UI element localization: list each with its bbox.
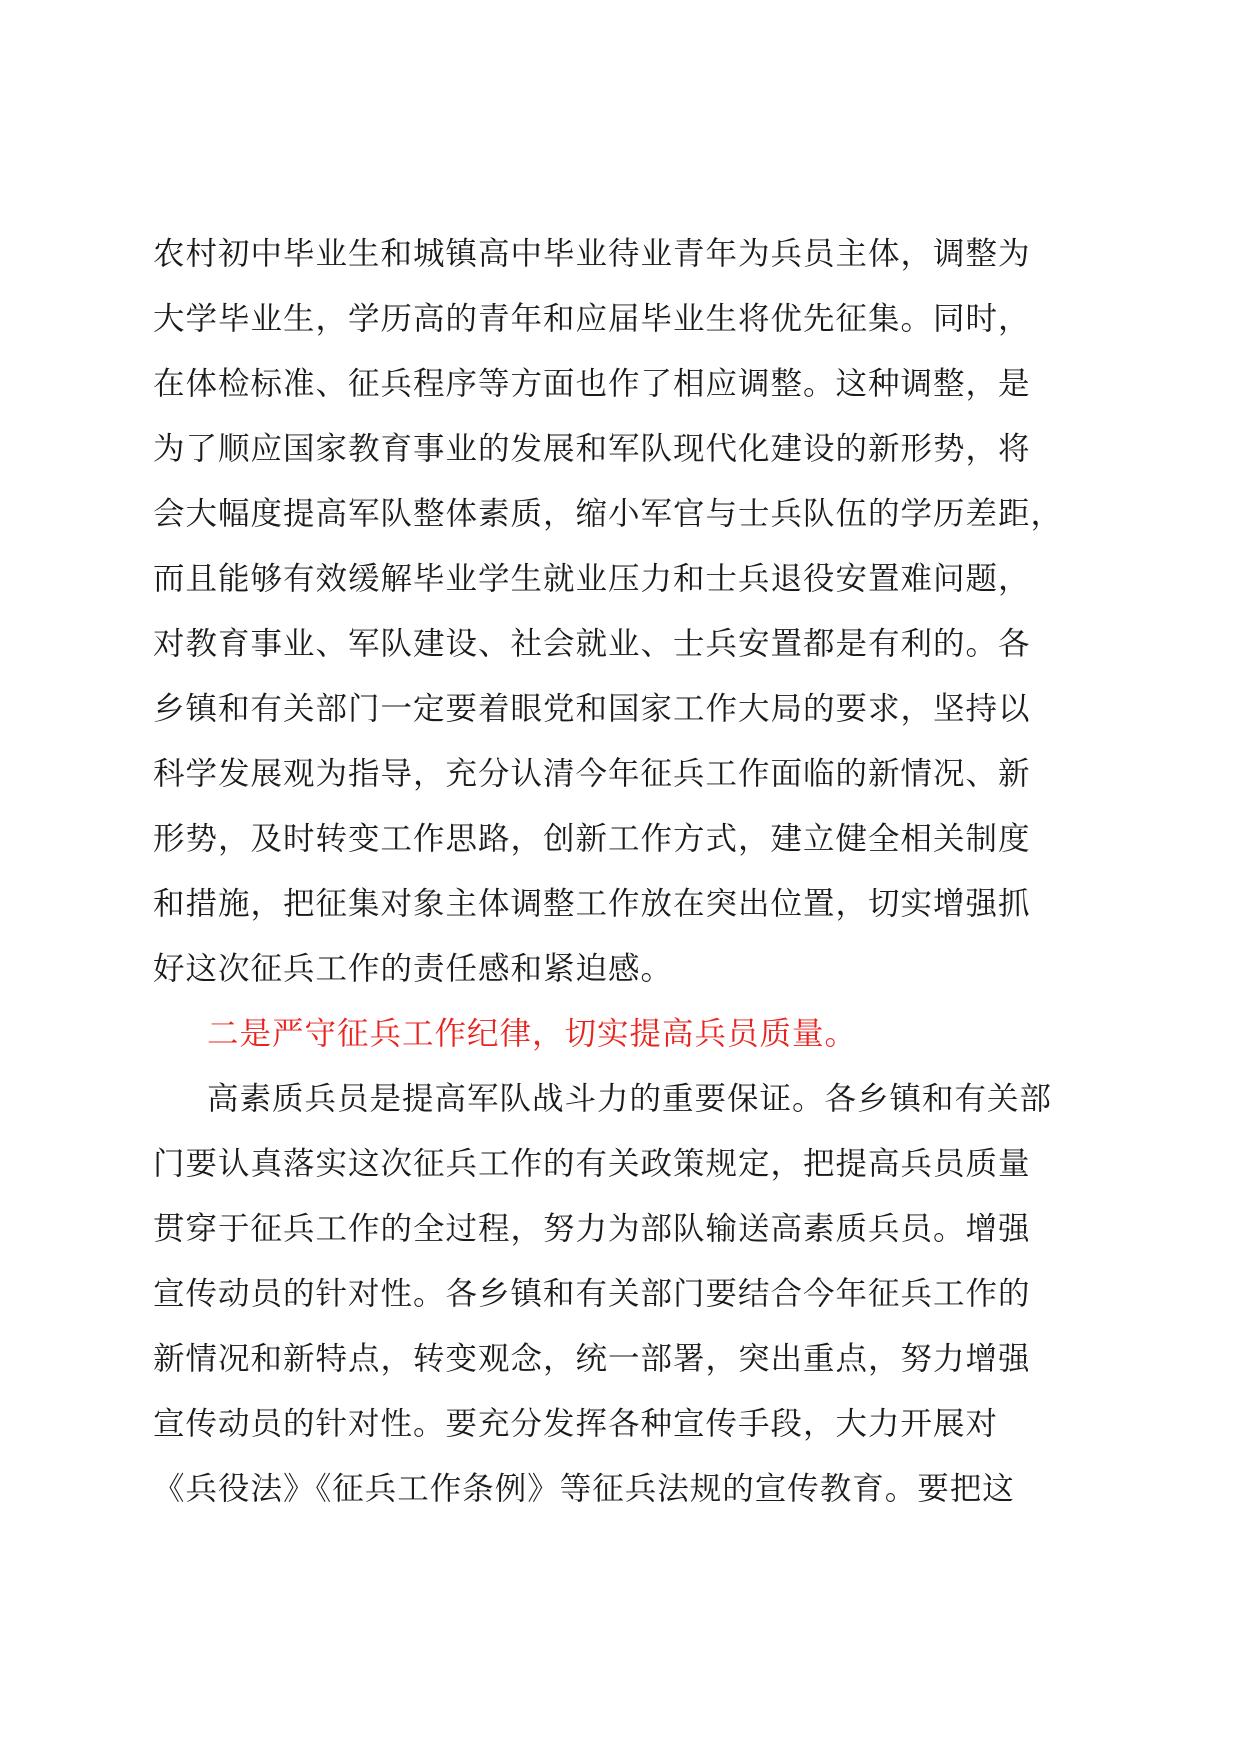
text-line: 宣传动员的针对性。要充分发挥各种宣传手段，大力开展对	[153, 1406, 999, 1442]
text-line: 在体检标准、征兵程序等方面也作了相应调整。这种调整，是	[153, 366, 1031, 402]
text-line: 科学发展观为指导，充分认清今年征兵工作面临的新情况、新	[153, 756, 1031, 792]
text-line: 会大幅度提高军队整体素质，缩小军官与士兵队伍的学历差距，	[153, 496, 1064, 532]
text-line: 和措施，把征集对象主体调整工作放在突出位置，切实增强抓	[153, 886, 1031, 922]
text-line: 《兵役法》《征兵工作条例》等征兵法规的宣传教育。要把这	[153, 1471, 1015, 1507]
document-body	[153, 222, 1113, 1522]
text-line: 新情况和新特点，转变观念，统一部署，突出重点，努力增强	[153, 1341, 1031, 1377]
text-line: 高素质兵员是提高军队战斗力的重要保证。各乡镇和有关部	[207, 1081, 1053, 1117]
text-line: 形势，及时转变工作思路，创新工作方式，建立健全相关制度	[153, 821, 1031, 857]
paragraph-1	[153, 222, 1113, 1002]
text-line: 为了顺应国家教育事业的发展和军队现代化建设的新形势，将	[153, 431, 1031, 467]
text-line: 大学毕业生，学历高的青年和应届毕业生将优先征集。同时，	[153, 301, 1031, 337]
paragraph-2	[153, 1067, 1113, 1522]
text-line: 而且能够有效缓解毕业学生就业压力和士兵退役安置难问题，	[153, 561, 1031, 597]
text-line: 对教育事业、军队建设、社会就业、士兵安置都是有利的。各	[153, 626, 1031, 662]
text-line: 门要认真落实这次征兵工作的有关政策规定，把提高兵员质量	[153, 1146, 1031, 1182]
text-line: 好这次征兵工作的责任感和紧迫感。	[153, 951, 674, 987]
text-line: 农村初中毕业生和城镇高中毕业待业青年为兵员主体，调整为	[153, 236, 1031, 272]
text-line: 宣传动员的针对性。各乡镇和有关部门要结合今年征兵工作的	[153, 1276, 1031, 1312]
text-line: 乡镇和有关部门一定要着眼党和国家工作大局的要求，坚持以	[153, 691, 1031, 727]
section-heading: 二是严守征兵工作纪律，切实提高兵员质量。	[207, 1016, 858, 1052]
text-line: 贯穿于征兵工作的全过程，努力为部队输送高素质兵员。增强	[153, 1211, 1031, 1247]
